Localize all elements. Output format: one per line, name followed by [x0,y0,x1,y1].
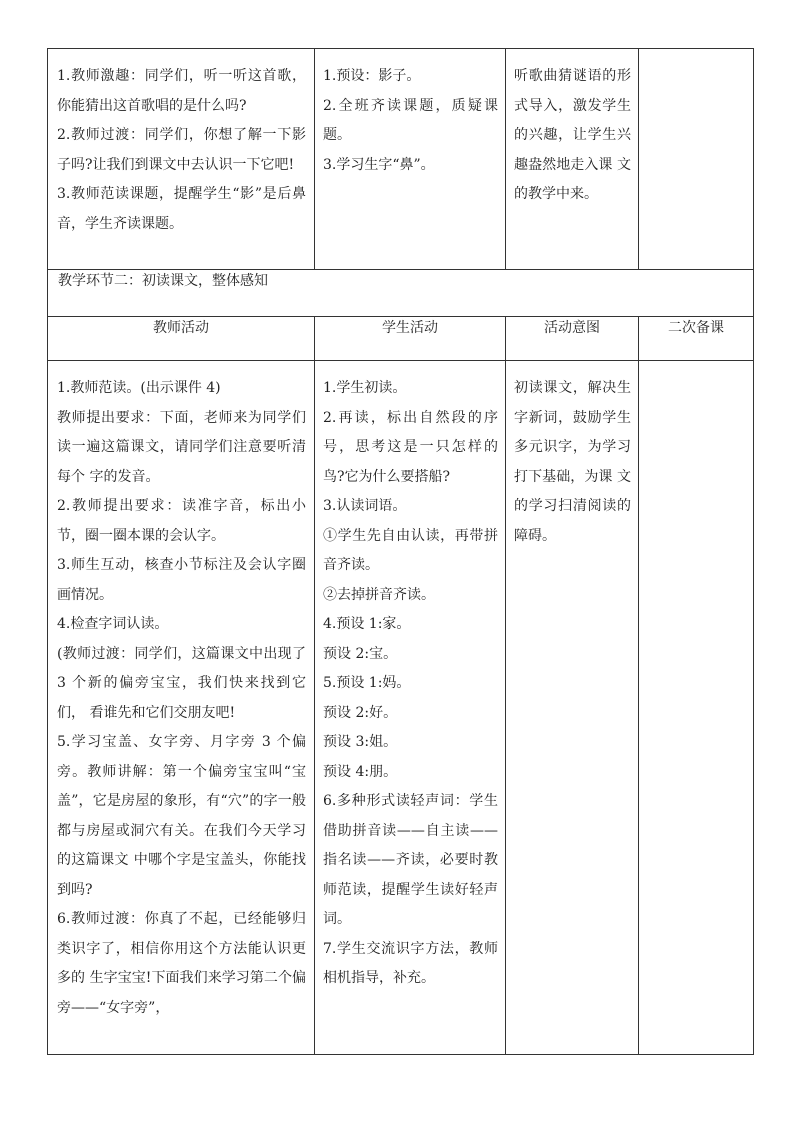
teacher-step: 5.学习宝盖、女字旁、月字旁 3 个偏旁。教师讲解：第一个偏旁宝宝叫“宝盖”，它是房屋的象形，有“穴”的字一般都与房屋或洞穴有关。在我们今天学习的这篇课文 中哪个字是宝盖头，你能找到吗? [57,734,306,898]
student-step: 3.认读词语。 [323,498,407,514]
header-teacher-activity: 教师活动 [48,317,315,361]
teacher-step: 1.教师激趣：同学们，听一听这首歌，你能猜出这首歌唱的是什么吗? [57,68,306,114]
student-step: 4.预设 1:家。 [323,616,411,632]
lesson-plan-table [47,48,754,1055]
student-step: 2.再读，标出自然段的序号，思考这是一只怎样的鸟?它为什么要搭船? [323,409,498,485]
student-step: 6.多种形式读轻声词：学生借助拼音读——自主读——指名读——齐读，必要时教 师范读，提醒学生读好轻声词。 [323,793,498,927]
student-step: 预设 2:好。 [323,704,398,721]
table-header-row [48,317,754,361]
section-title-cell [48,270,754,317]
second-prep-cell [639,361,754,1055]
table-row [48,361,754,1055]
table-row [48,49,754,270]
teacher-activity-cell [48,49,315,270]
teacher-step: 1.教师范读。(出示课件 4) [57,380,221,396]
second-prep-cell [639,49,754,270]
teacher-step: 6.教师过渡：你真了不起，已经能够归类识字了，相信你用这个方法能认识更多的 生字宝宝!下面我们来学习第二个偏旁——“女字旁”， [57,911,306,1016]
intent-text: 听歌曲猜谜语的形式导入，激发学生的兴趣，让学生兴趣盎然地走入课 文的教学中来。 [514,68,631,202]
student-step: 5.预设 1:妈。 [323,675,411,691]
teacher-step: 3.师生互动，核查小节标注及会认字圈画情况。 [57,557,306,603]
student-step: 1.学生初读。 [323,380,407,396]
student-step: 1.预设：影子。 [323,68,421,84]
header-activity-intent: 活动意图 [506,317,639,361]
student-step: 预设 2:宝。 [323,645,398,662]
intent-text: 初读课文，解决生字新词，鼓励学生多元识字，为学习打下基础，为课 文的学习扫清阅读的障碍。 [514,380,631,544]
student-activity-cell [315,361,506,1055]
teacher-step: 2.教师过渡：同学们，你想了解一下影子吗?让我们到课文中去认识一下它吧! [57,127,306,173]
activity-intent-cell [506,49,639,270]
teacher-step: 2.教师提出要求：读准字音，标出小节，圈一圈本课的会认字。 [57,498,306,544]
teacher-activity-cell [48,361,315,1055]
teacher-step: 教师提出要求：下面，老师来为同学们读一遍这篇课文，请同学们注意要听清每个 字的发音。 [57,409,306,485]
student-step: 预设 3:姐。 [323,734,398,750]
header-second-prep: 二次备课 [639,317,754,361]
teacher-step: 3.教师范读课题，提醒学生“影”是后鼻音，学生齐读课题。 [57,186,306,232]
teacher-step: (教师过渡：同学们，这篇课文中出现了 3 个新的偏旁宝宝，我们快来找到它们， 看谁先和它们交朋友吧! [57,645,306,721]
student-step: 7.学生交流识字方法，教师相机指导，补充。 [323,940,498,986]
teacher-step: 4.检查字词认读。 [57,616,169,632]
student-step: 3.学习生字“鼻”。 [323,156,435,173]
header-student-activity: 学生活动 [315,317,506,361]
student-step: 2.全班齐读课题，质疑课题。 [323,97,498,143]
activity-intent-cell [506,361,639,1055]
table-row [48,270,754,317]
student-step: ②去掉拼音齐读。 [323,586,435,603]
student-activity-cell [315,49,506,270]
student-step: ①学生先自由认读，再带拼音齐读。 [323,527,498,573]
student-step: 预设 4:朋。 [323,763,398,780]
section-title: 教学环节二：初读课文，整体感知 [58,273,268,289]
